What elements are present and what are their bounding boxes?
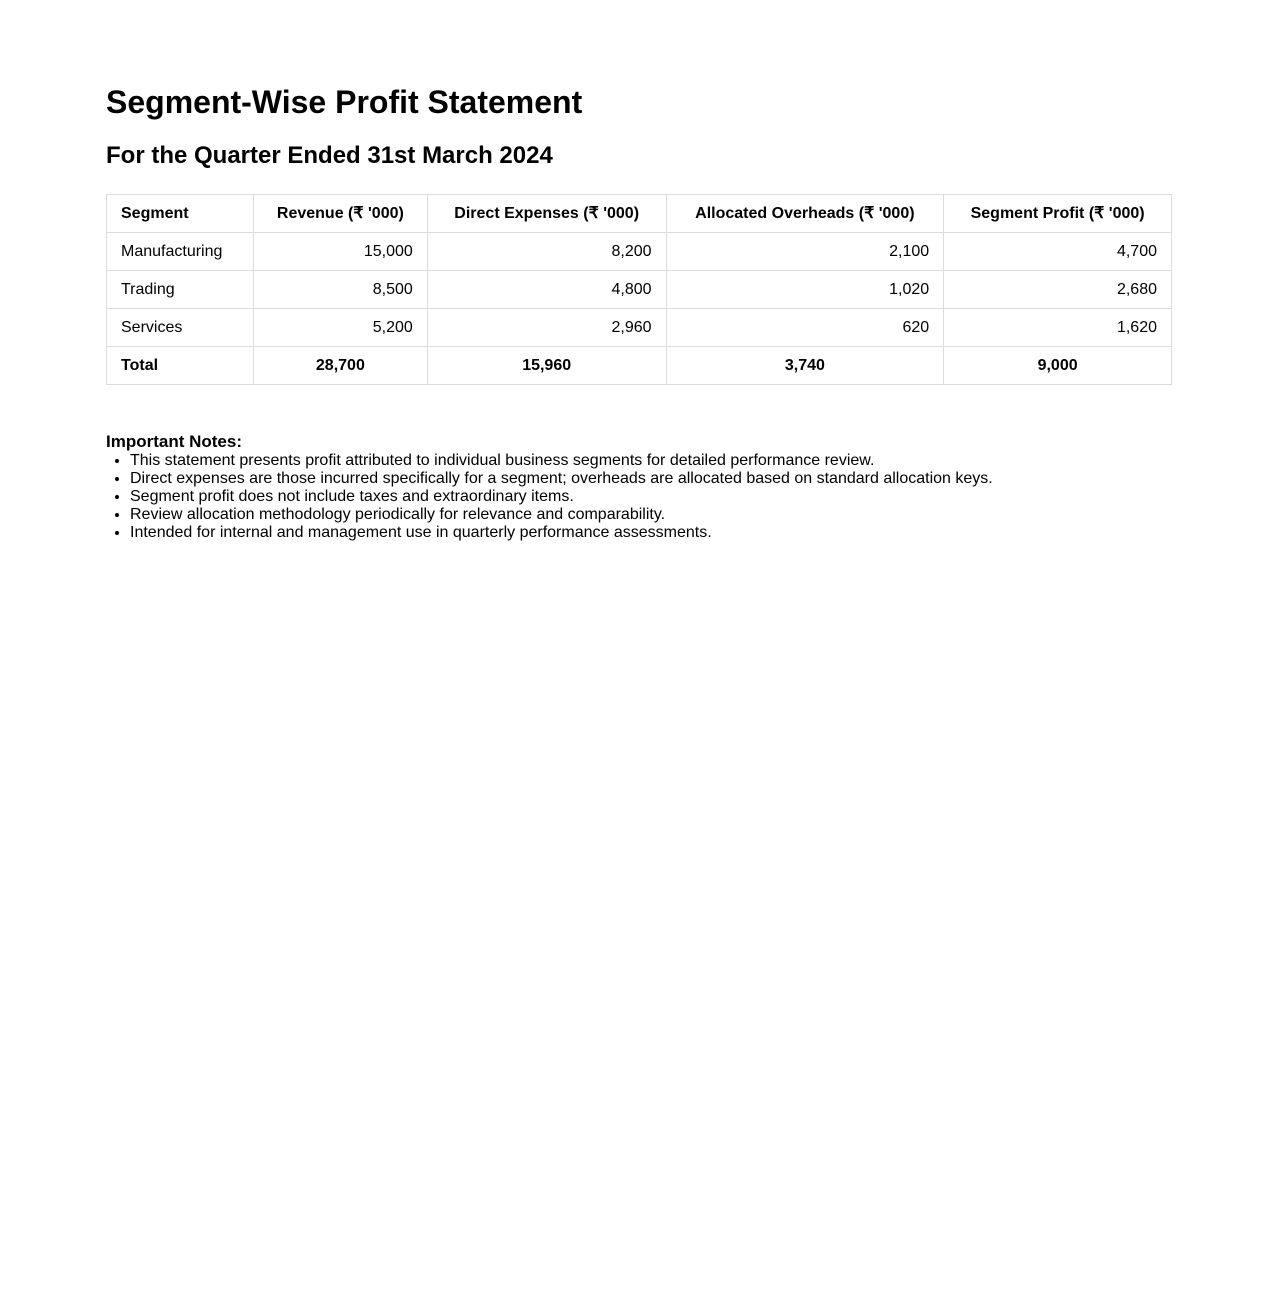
cell-allocated-overheads: 1,020 (666, 271, 944, 309)
notes-list (106, 452, 1172, 542)
cell-segment: Trading (107, 271, 254, 309)
table-header-row (107, 195, 1172, 233)
page-subtitle: For the Quarter Ended 31st March 2024 (106, 142, 553, 169)
list-item: • Direct expenses are those incurred specifically for a segment; overheads are allocated based on standard allocation keys. (130, 470, 1172, 488)
header-segment-profit: Segment Profit (₹ '000) (944, 195, 1172, 233)
table-total-row (107, 347, 1172, 385)
cell-segment-profit: 2,680 (944, 271, 1172, 309)
cell-direct-expenses: 2,960 (427, 309, 666, 347)
total-allocated-overheads: 3,740 (666, 347, 944, 385)
header-segment: Segment (107, 195, 254, 233)
cell-revenue: 15,000 (253, 233, 427, 271)
list-item: • Segment profit does not include taxes and extraordinary items. (130, 488, 1172, 506)
cell-segment: Manufacturing (107, 233, 254, 271)
header-allocated-overheads: Allocated Overheads (₹ '000) (666, 195, 944, 233)
table-row (107, 233, 1172, 271)
cell-segment-profit: 1,620 (944, 309, 1172, 347)
cell-segment-profit: 4,700 (944, 233, 1172, 271)
list-item: • Intended for internal and management use in quarterly performance assessments. (130, 524, 1172, 542)
total-label: Total (107, 347, 254, 385)
cell-direct-expenses: 8,200 (427, 233, 666, 271)
cell-direct-expenses: 4,800 (427, 271, 666, 309)
table-row (107, 271, 1172, 309)
list-item: • Review allocation methodology periodically for relevance and comparability. (130, 506, 1172, 524)
header-revenue: Revenue (₹ '000) (253, 195, 427, 233)
table-row (107, 309, 1172, 347)
notes-title: Important Notes: (106, 432, 242, 451)
page-title: Segment-Wise Profit Statement (106, 84, 583, 120)
cell-allocated-overheads: 620 (666, 309, 944, 347)
total-revenue: 28,700 (253, 347, 427, 385)
header-direct-expenses: Direct Expenses (₹ '000) (427, 195, 666, 233)
cell-allocated-overheads: 2,100 (666, 233, 944, 271)
cell-revenue: 5,200 (253, 309, 427, 347)
list-item: • This statement presents profit attributed to individual business segments for detailed performance review. (130, 452, 1172, 470)
segment-profit-table (106, 194, 1172, 385)
total-segment-profit: 9,000 (944, 347, 1172, 385)
notes-section (106, 432, 1172, 542)
cell-revenue: 8,500 (253, 271, 427, 309)
cell-segment: Services (107, 309, 254, 347)
total-direct-expenses: 15,960 (427, 347, 666, 385)
